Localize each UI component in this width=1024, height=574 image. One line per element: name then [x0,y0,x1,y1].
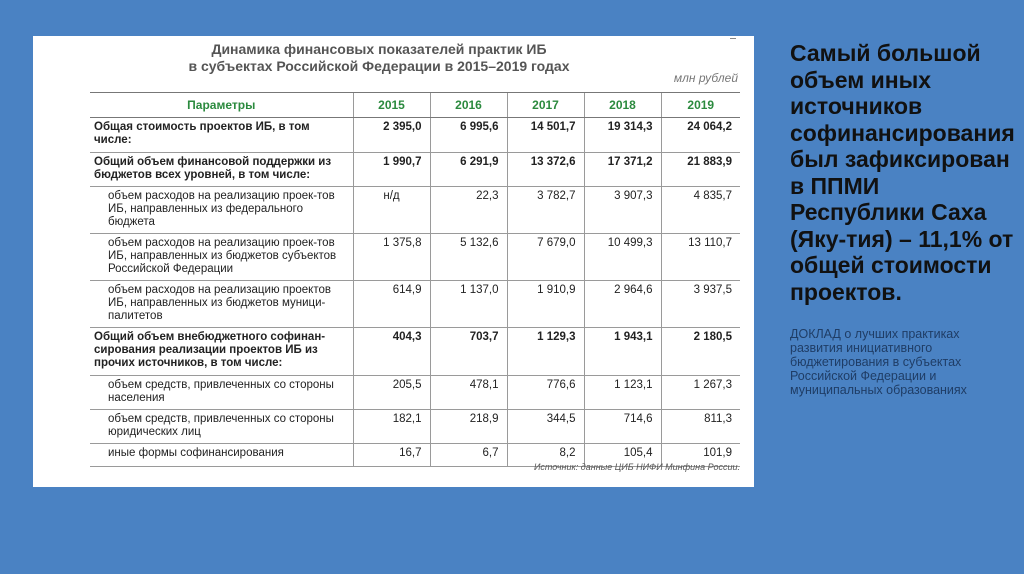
header-2019: 2019 [661,93,740,118]
cell-value: 19 314,3 [584,118,661,153]
cell-value: 1 375,8 [353,234,430,281]
header-2015: 2015 [353,93,430,118]
cell-value: 1 267,3 [661,376,740,410]
side-report-caption: ДОКЛАД о лучших практиках развития инициативного бюджетирования в субъектах Российской Федерации и муниципальных образованиях [790,327,967,397]
cell-value: 6 995,6 [430,118,507,153]
cell-value: 7 679,0 [507,234,584,281]
cell-value: 14 501,7 [507,118,584,153]
row-label: объем средств, привлеченных со стороны юридических лиц [90,410,353,444]
cell-value: 776,6 [507,376,584,410]
table-row [90,153,740,187]
cell-value: 8,2 [507,444,584,467]
cell-value: 2 964,6 [584,281,661,328]
row-label: объем расходов на реализацию проек-тов ИБ, направленных из федерального бюджета [90,187,353,234]
cell-value: 16,7 [353,444,430,467]
header-2016: 2016 [430,93,507,118]
cell-value: 10 499,3 [584,234,661,281]
table-title-line2: в субъектах Российской Федерации в 2015–2019 годах [188,58,570,74]
cell-value: 1 943,1 [584,328,661,376]
cell-value: 218,9 [430,410,507,444]
table-row [90,328,740,376]
row-label: Общая стоимость проектов ИБ, в том числе: [90,118,353,153]
table-header-row [90,93,740,118]
cell-value: 3 937,5 [661,281,740,328]
header-2018: 2018 [584,93,661,118]
table-row [90,376,740,410]
cell-value: 105,4 [584,444,661,467]
row-label: Общий объем внебюджетного софинан-сирования реализации проектов ИБ из прочих источников, в том числе: [90,328,353,376]
cell-value: 5 132,6 [430,234,507,281]
cell-value: 3 782,7 [507,187,584,234]
corner-mark [730,38,736,39]
table-document [33,36,754,487]
cell-value: 614,9 [353,281,430,328]
cell-value: 13 110,7 [661,234,740,281]
row-label: объем расходов на реализацию проектов ИБ, направленных из бюджетов муници-палитетов [90,281,353,328]
side-main-text: Самый большой объем иных источников софинансирования был зафиксирован в ППМИ Республики Саха (Яку-тия) – 11,1% от общей стоимости проектов. [790,40,1015,305]
cell-value: 205,5 [353,376,430,410]
cell-value: 24 064,2 [661,118,740,153]
cell-value: н/д [353,187,430,234]
side-panel [790,40,1015,397]
cell-value: 101,9 [661,444,740,467]
cell-value: 1 910,9 [507,281,584,328]
cell-value: 6,7 [430,444,507,467]
cell-value: 703,7 [430,328,507,376]
cell-value: 1 123,1 [584,376,661,410]
cell-value: 811,3 [661,410,740,444]
cell-value: 1 990,7 [353,153,430,187]
cell-value: 478,1 [430,376,507,410]
cell-value: 17 371,2 [584,153,661,187]
row-label: иные формы софинансирования [90,444,353,467]
row-label: объем средств, привлеченных со стороны населения [90,376,353,410]
table-row [90,410,740,444]
table-row [90,234,740,281]
cell-value: 344,5 [507,410,584,444]
header-params: Параметры [90,93,353,118]
row-label: Общий объем финансовой поддержки из бюджетов всех уровней, в том числе: [90,153,353,187]
header-2017: 2017 [507,93,584,118]
cell-value: 6 291,9 [430,153,507,187]
table-row [90,281,740,328]
cell-value: 714,6 [584,410,661,444]
cell-value: 404,3 [353,328,430,376]
finance-table [90,92,740,467]
table-row [90,187,740,234]
source-note: Источник: данные ЦИБ НИФИ Минфина России. [533,462,740,472]
cell-value: 22,3 [430,187,507,234]
cell-value: 4 835,7 [661,187,740,234]
cell-value: 13 372,6 [507,153,584,187]
cell-value: 1 137,0 [430,281,507,328]
unit-label: млн рублей [673,71,738,85]
cell-value: 2 395,0 [353,118,430,153]
cell-value: 3 907,3 [584,187,661,234]
cell-value: 21 883,9 [661,153,740,187]
cell-value: 182,1 [353,410,430,444]
cell-value: 2 180,5 [661,328,740,376]
table-title [33,41,725,75]
table-row [90,118,740,153]
table-title-line1: Динамика финансовых показателей практик ИБ [211,41,547,57]
row-label: объем расходов на реализацию проек-тов ИБ, направленных из бюджетов субъектов Российской Федерации [90,234,353,281]
cell-value: 1 129,3 [507,328,584,376]
